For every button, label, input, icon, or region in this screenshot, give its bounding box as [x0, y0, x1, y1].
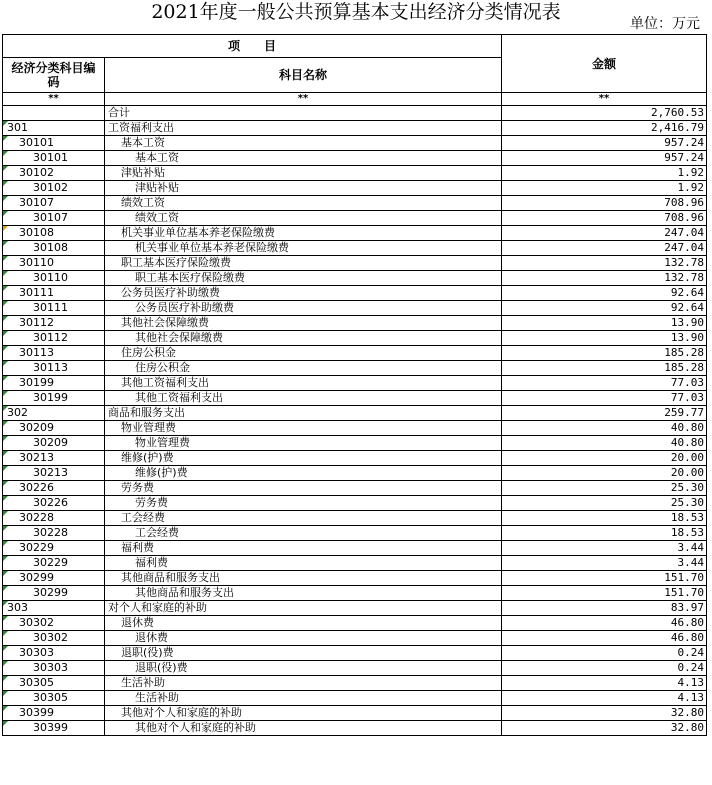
- code-cell: 30113: [3, 346, 105, 361]
- name-cell: 其他商品和服务支出: [105, 586, 502, 601]
- code-cell: 30226: [3, 481, 105, 496]
- table-row: [3, 406, 707, 421]
- table-row: [3, 421, 707, 436]
- amount-cell: 18.53: [502, 526, 707, 541]
- code-cell: 30199: [3, 376, 105, 391]
- name-cell: 劳务费: [105, 496, 502, 511]
- code-cell: 30228: [3, 511, 105, 526]
- amount-cell: 247.04: [502, 226, 707, 241]
- amount-cell: 3.44: [502, 541, 707, 556]
- name-cell: 职工基本医疗保险缴费: [105, 256, 502, 271]
- amount-cell: 18.53: [502, 511, 707, 526]
- table-row: [3, 571, 707, 586]
- total-row: [3, 106, 707, 121]
- table-row: [3, 226, 707, 241]
- name-cell: 其他对个人和家庭的补助: [105, 706, 502, 721]
- code-cell: 30213: [3, 451, 105, 466]
- name-cell: 福利费: [105, 556, 502, 571]
- name-cell: 其他工资福利支出: [105, 391, 502, 406]
- name-cell: 物业管理费: [105, 421, 502, 436]
- name-cell: 机关事业单位基本养老保险缴费: [105, 226, 502, 241]
- code-cell: 30299: [3, 571, 105, 586]
- table-row: [3, 661, 707, 676]
- project-header: 项 目: [3, 35, 502, 58]
- code-cell: 30101: [3, 151, 105, 166]
- name-cell: 津贴补贴: [105, 181, 502, 196]
- code-cell: 30302: [3, 631, 105, 646]
- amount-cell: 20.00: [502, 451, 707, 466]
- amount-cell: 32.80: [502, 706, 707, 721]
- code-cell: 30107: [3, 196, 105, 211]
- code-cell: 301: [3, 121, 105, 136]
- table-row: [3, 391, 707, 406]
- code-cell: 30229: [3, 556, 105, 571]
- name-cell: 工会经费: [105, 511, 502, 526]
- name-cell: 对个人和家庭的补助: [105, 601, 502, 616]
- name-cell: 退职(役)费: [105, 661, 502, 676]
- code-cell: 30305: [3, 691, 105, 706]
- code-cell: 30213: [3, 466, 105, 481]
- name-cell: 住房公积金: [105, 361, 502, 376]
- table-row: [3, 496, 707, 511]
- amount-cell: 2,416.79: [502, 121, 707, 136]
- amount-cell: 46.80: [502, 631, 707, 646]
- name-cell: 住房公积金: [105, 346, 502, 361]
- code-cell: 30302: [3, 616, 105, 631]
- name-cell: 退休费: [105, 616, 502, 631]
- amount-cell: 25.30: [502, 496, 707, 511]
- code-stars: **: [3, 93, 105, 106]
- code-cell: 30399: [3, 706, 105, 721]
- code-cell: 302: [3, 406, 105, 421]
- code-cell: 30305: [3, 676, 105, 691]
- amount-cell: 708.96: [502, 211, 707, 226]
- table-row: [3, 721, 707, 736]
- amount-cell: 20.00: [502, 466, 707, 481]
- code-cell: 30229: [3, 541, 105, 556]
- name-cell: 生活补助: [105, 676, 502, 691]
- name-cell: 基本工资: [105, 151, 502, 166]
- name-cell: 维修(护)费: [105, 466, 502, 481]
- unit-label: 单位：万元: [630, 16, 700, 32]
- code-cell: 30303: [3, 646, 105, 661]
- header-row-stars: [3, 93, 707, 106]
- amount-cell: 92.64: [502, 301, 707, 316]
- name-header: 科目名称: [105, 58, 502, 93]
- table-row: [3, 691, 707, 706]
- code-cell: 30101: [3, 136, 105, 151]
- code-cell: 303: [3, 601, 105, 616]
- name-cell: 物业管理费: [105, 436, 502, 451]
- code-cell: 30102: [3, 166, 105, 181]
- code-cell: 30299: [3, 586, 105, 601]
- table-row: [3, 241, 707, 256]
- code-cell: 30112: [3, 331, 105, 346]
- amount-cell: 13.90: [502, 316, 707, 331]
- table-row: [3, 706, 707, 721]
- amount-cell: 77.03: [502, 376, 707, 391]
- table-row: [3, 646, 707, 661]
- amount-cell: 1.92: [502, 166, 707, 181]
- code-cell: 30399: [3, 721, 105, 736]
- table-row: [3, 211, 707, 226]
- code-cell: 30108: [3, 226, 105, 241]
- table-row: [3, 376, 707, 391]
- table-row: [3, 271, 707, 286]
- code-cell: 30110: [3, 256, 105, 271]
- table-row: [3, 451, 707, 466]
- table-row: [3, 256, 707, 271]
- name-cell: 其他商品和服务支出: [105, 571, 502, 586]
- code-cell: 30199: [3, 391, 105, 406]
- amount-cell: 1.92: [502, 181, 707, 196]
- code-header: 经济分类科目编码: [3, 58, 105, 93]
- total-label: 合计: [105, 106, 502, 121]
- amount-stars: **: [502, 93, 707, 106]
- table-row: [3, 511, 707, 526]
- name-cell: 其他工资福利支出: [105, 376, 502, 391]
- name-cell: 其他对个人和家庭的补助: [105, 721, 502, 736]
- table-row: [3, 331, 707, 346]
- amount-cell: 40.80: [502, 436, 707, 451]
- amount-cell: 0.24: [502, 661, 707, 676]
- table-row: [3, 121, 707, 136]
- amount-cell: 3.44: [502, 556, 707, 571]
- name-cell: 劳务费: [105, 481, 502, 496]
- code-cell: 30113: [3, 361, 105, 376]
- total-amount: 2,760.53: [502, 106, 707, 121]
- table-row: [3, 361, 707, 376]
- header-row-project: [3, 35, 707, 58]
- name-cell: 绩效工资: [105, 211, 502, 226]
- name-cell: 津贴补贴: [105, 166, 502, 181]
- name-stars: **: [105, 93, 502, 106]
- name-cell: 公务员医疗补助缴费: [105, 286, 502, 301]
- table-row: [3, 181, 707, 196]
- amount-cell: 132.78: [502, 256, 707, 271]
- table-row: [3, 466, 707, 481]
- name-cell: 生活补助: [105, 691, 502, 706]
- code-cell: 30209: [3, 436, 105, 451]
- amount-cell: 957.24: [502, 151, 707, 166]
- amount-cell: 957.24: [502, 136, 707, 151]
- code-cell: 30107: [3, 211, 105, 226]
- table-row: [3, 166, 707, 181]
- amount-cell: 40.80: [502, 421, 707, 436]
- table-row: [3, 196, 707, 211]
- table-row: [3, 631, 707, 646]
- code-cell: 30303: [3, 661, 105, 676]
- amount-cell: 151.70: [502, 571, 707, 586]
- amount-cell: 151.70: [502, 586, 707, 601]
- table-row: [3, 316, 707, 331]
- table-row: [3, 481, 707, 496]
- table-row: [3, 301, 707, 316]
- code-cell: 30209: [3, 421, 105, 436]
- code-cell: 30110: [3, 271, 105, 286]
- table-row: [3, 586, 707, 601]
- amount-cell: 0.24: [502, 646, 707, 661]
- name-cell: 职工基本医疗保险缴费: [105, 271, 502, 286]
- code-cell: 30102: [3, 181, 105, 196]
- name-cell: 基本工资: [105, 136, 502, 151]
- table-row: [3, 136, 707, 151]
- name-cell: 退休费: [105, 631, 502, 646]
- amount-cell: 92.64: [502, 286, 707, 301]
- amount-cell: 13.90: [502, 331, 707, 346]
- amount-cell: 708.96: [502, 196, 707, 211]
- name-cell: 维修(护)费: [105, 451, 502, 466]
- amount-cell: 185.28: [502, 361, 707, 376]
- name-cell: 福利费: [105, 541, 502, 556]
- code-cell: 30228: [3, 526, 105, 541]
- table-row: [3, 541, 707, 556]
- budget-table: [2, 34, 707, 736]
- table-row: [3, 601, 707, 616]
- name-cell: 绩效工资: [105, 196, 502, 211]
- amount-cell: 132.78: [502, 271, 707, 286]
- table-row: [3, 676, 707, 691]
- table-row: [3, 286, 707, 301]
- amount-cell: 259.77: [502, 406, 707, 421]
- table-row: [3, 526, 707, 541]
- name-cell: 公务员医疗补助缴费: [105, 301, 502, 316]
- name-cell: 商品和服务支出: [105, 406, 502, 421]
- code-cell: 30111: [3, 301, 105, 316]
- amount-cell: 4.13: [502, 691, 707, 706]
- code-cell: 30226: [3, 496, 105, 511]
- code-cell: 30111: [3, 286, 105, 301]
- code-cell: 30108: [3, 241, 105, 256]
- amount-cell: 247.04: [502, 241, 707, 256]
- name-cell: 机关事业单位基本养老保险缴费: [105, 241, 502, 256]
- amount-cell: 4.13: [502, 676, 707, 691]
- amount-header: 金额: [502, 35, 707, 93]
- name-cell: 其他社会保障缴费: [105, 331, 502, 346]
- amount-cell: 46.80: [502, 616, 707, 631]
- code-cell: 30112: [3, 316, 105, 331]
- amount-cell: 185.28: [502, 346, 707, 361]
- amount-cell: 83.97: [502, 601, 707, 616]
- amount-cell: 25.30: [502, 481, 707, 496]
- name-cell: 其他社会保障缴费: [105, 316, 502, 331]
- table-row: [3, 616, 707, 631]
- amount-cell: 77.03: [502, 391, 707, 406]
- table-row: [3, 556, 707, 571]
- table-row: [3, 436, 707, 451]
- table-row: [3, 346, 707, 361]
- table-row: [3, 151, 707, 166]
- name-cell: 退职(役)费: [105, 646, 502, 661]
- total-code-cell: [3, 106, 105, 121]
- name-cell: 工资福利支出: [105, 121, 502, 136]
- report-title: 2021年度一般公共预算基本支出经济分类情况表: [151, 1, 561, 23]
- amount-cell: 32.80: [502, 721, 707, 736]
- name-cell: 工会经费: [105, 526, 502, 541]
